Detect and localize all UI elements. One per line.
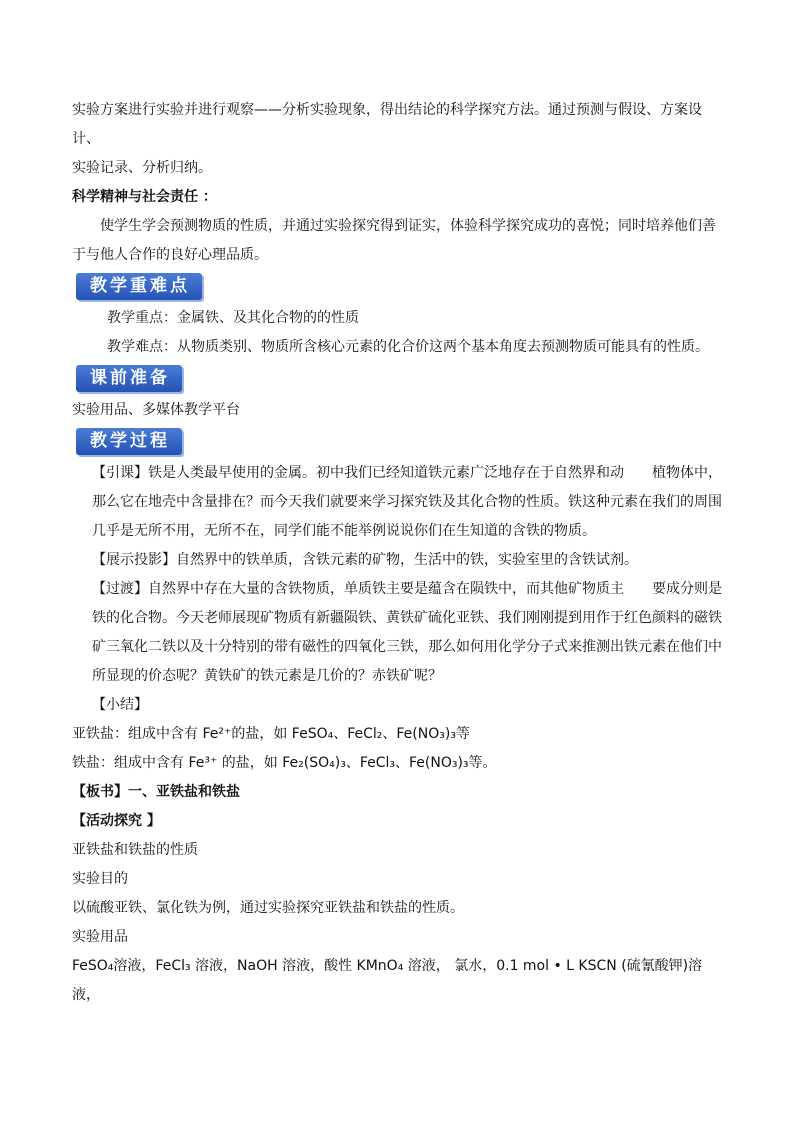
transition-part-1: 【过渡】自然界中存在大量的含铁物质，单质铁主要是蕴含在陨铁中，而其他矿物质主 (92, 581, 624, 597)
summary-label: 【小结】 (92, 697, 148, 713)
activity-topic: 亚铁盐和铁盐的性质 (72, 842, 198, 858)
responsibility-text: 使学生学会预测物质的性质，并通过实验探究得到证实，体验科学探究成功的喜悦；同时培养他们善于与他人合作的良好心理品质。 (72, 218, 716, 263)
purpose-text: 以硫酸亚铁、氯化铁为例，通过实验探究亚铁盐和铁盐的性质。 (72, 900, 464, 916)
intro-line-2: 实验记录、分析归纳。 (72, 160, 212, 176)
transition-paragraph (72, 575, 722, 691)
projection-paragraph: 【展示投影】自然界中的铁单质，含铁元素的矿物，生活中的铁，实验室里的含铁试剂。 (92, 552, 638, 568)
prep-text: 实验用品、多媒体教学平台 (72, 402, 240, 418)
board-heading: 【板书】一、亚铁盐和铁盐 (72, 784, 240, 800)
purpose-label: 实验目的 (72, 871, 128, 887)
section-badge-key-points: 教学重难点 (76, 273, 202, 300)
ferrous-salt-definition: 亚铁盐：组成中含有 Fe²⁺的盐，如 FeSO₄、FeCl₂、Fe(NO₃)₃等 (72, 726, 470, 742)
activity-heading: 【活动探究 】 (72, 813, 161, 829)
intro-paragraph (72, 459, 722, 546)
intro-paragraph-part-2: 植物体中，那么它在地壳中含量排在？而今天我们就要来学习探究铁及其化合物的性质。铁这种元素在我们的周围几乎是无所不用，无所不在，同学们能不能举例说说你们在生知道的含铁的物质。 (92, 465, 722, 539)
section-badge-process: 教学过程 (76, 428, 182, 455)
responsibility-heading: 科学精神与社会责任 ： (72, 189, 217, 205)
section-badge-prep: 课前准备 (76, 365, 182, 392)
supplies-label: 实验用品 (72, 929, 128, 945)
teaching-difficulty: 教学难点：从物质类别、物质所含核心元素的化合价这两个基本角度去预测物质可能具有的性质。 (107, 339, 709, 355)
transition-part-2: 要成分则是铁的化合物。今天老师展现矿物质有新疆陨铁、黄铁矿硫化亚铁、我们刚刚提到用作于红色颜料的磁铁矿三氧化二铁以及十分特别的带有磁性的四氧化三铁，那么如何用化学分子式来推测出铁元素在他们中所显现的价态呢？黄铁矿的铁元素是几价的？赤铁矿呢？ (92, 581, 722, 684)
supplies-text: FeSO₄溶液，FeCl₃ 溶液，NaOH 溶液，酸性 KMnO₄ 溶液， 氯水，0.1 mol • L KSCN (硫氰酸钾)溶液， (72, 958, 703, 1003)
teaching-focus: 教学重点：金属铁、及其化合物的的性质 (107, 310, 359, 326)
ferric-salt-definition: 铁盐：组成中含有 Fe³⁺ 的盐，如 Fe₂(SO₄)₃、FeCl₃、Fe(NO₃)₃等。 (72, 755, 497, 771)
intro-line-1: 实验方案进行实验并进行观察——分析实验现象，得出结论的科学探究方法。通过预测与假设、方案设计、 (72, 102, 702, 147)
document-page (72, 96, 722, 1010)
intro-paragraph-part-1: 【引课】铁是人类最早使用的金属。初中我们已经知道铁元素广泛地存在于自然界和动 (92, 465, 624, 481)
